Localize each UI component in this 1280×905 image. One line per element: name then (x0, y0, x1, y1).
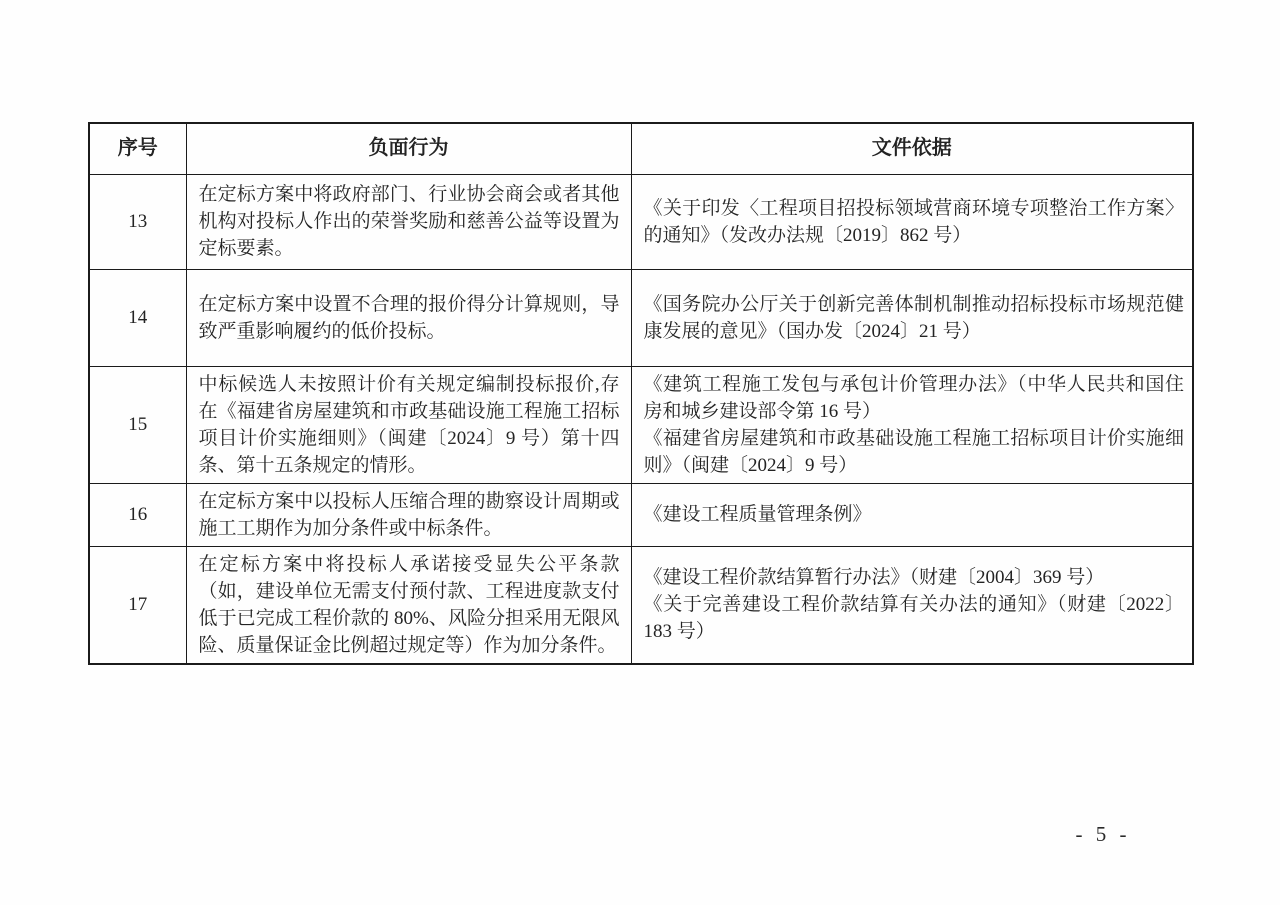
basis-doc: 《关于印发〈工程项目招投标领域营商环境专项整治工作方案〉的通知》（发改办法规〔2019〕862 号） (643, 197, 1184, 246)
table-row (89, 546, 1193, 664)
basis-doc: 《建设工程价款结算暂行办法》（财建〔2004〕369 号） (643, 567, 1105, 588)
behavior-cell: 在定标方案中设置不合理的报价得分计算规则，导致严重影响履约的低价投标。 (186, 269, 631, 366)
basis-cell (631, 366, 1193, 483)
table-row (89, 269, 1193, 366)
basis-cell (631, 174, 1193, 269)
row-number-cell: 15 (89, 366, 186, 483)
row-number-cell: 16 (89, 483, 186, 546)
table-header-row (89, 123, 1193, 174)
basis-doc: 《建筑工程施工发包与承包计价管理办法》（中华人民共和国住房和城乡建设部令第 16 号） (643, 373, 1184, 422)
basis-cell (631, 546, 1193, 664)
basis-doc: 《国务院办公厅关于创新完善体制机制推动招标投标市场规范健康发展的意见》（国办发〔2024〕21 号） (643, 293, 1184, 342)
behavior-cell: 在定标方案中以投标人压缩合理的勘察设计周期或施工工期作为加分条件或中标条件。 (186, 483, 631, 546)
basis-doc: 《关于完善建设工程价款结算有关办法的通知》（财建〔2022〕183 号） (643, 594, 1184, 642)
row-number-cell: 13 (89, 174, 186, 269)
row-number-cell: 17 (89, 546, 186, 664)
table-row (89, 366, 1193, 483)
behavior-cell: 中标候选人未按照计价有关规定编制投标报价,存在《福建省房屋建筑和市政基础设施工程施工招标项目计价实施细则》（闽建〔2024〕9 号）第十四条、第十五条规定的情形。 (186, 366, 631, 483)
basis-cell (631, 483, 1193, 546)
behavior-cell: 在定标方案中将投标人承诺接受显失公平条款（如，建设单位无需支付预付款、工程进度款支付低于已完成工程价款的 80%、风险分担采用无限风险、质量保证金比例超过规定等）作为加分条件。 (186, 546, 631, 664)
header-serial-number: 序号 (89, 123, 186, 174)
basis-doc: 《建设工程质量管理条例》 (643, 504, 872, 525)
header-negative-behavior: 负面行为 (186, 123, 631, 174)
page-number: - 5 - (1075, 822, 1131, 846)
row-number-cell: 14 (89, 269, 186, 366)
basis-cell (631, 269, 1193, 366)
negative-behavior-table (88, 122, 1194, 665)
table-row (89, 174, 1193, 269)
behavior-cell: 在定标方案中将政府部门、行业协会商会或者其他机构对投标人作出的荣誉奖励和慈善公益等设置为定标要素。 (186, 174, 631, 269)
table-row (89, 483, 1193, 546)
basis-doc: 《福建省房屋建筑和市政基础设施工程施工招标项目计价实施细则》（闽建〔2024〕9 号） (643, 427, 1184, 476)
header-document-basis: 文件依据 (631, 123, 1193, 174)
